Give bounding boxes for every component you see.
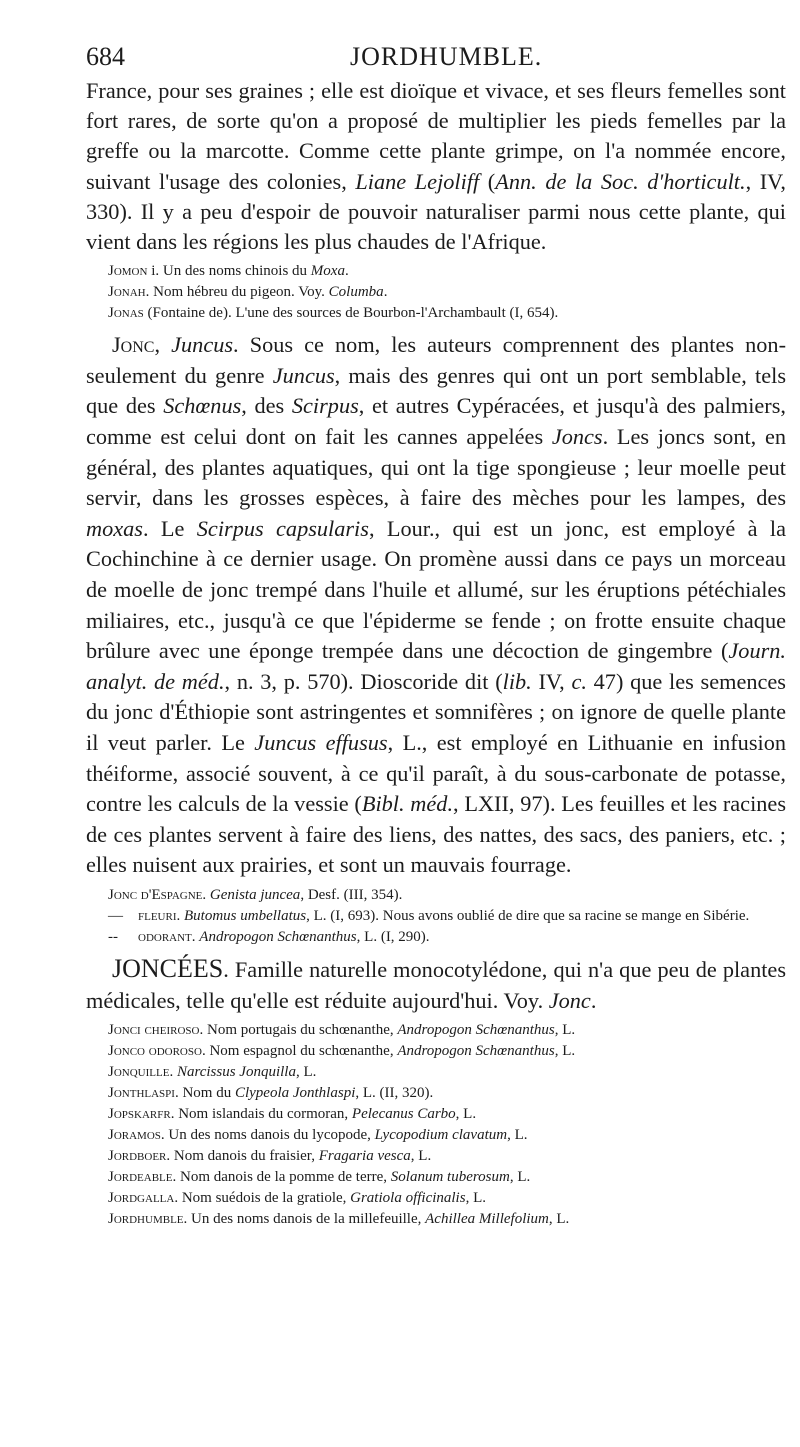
entry-jonthlaspi: Jonthlaspi. Nom du Clypeola Jonthlaspi, L. (II, 320).: [108, 1085, 434, 1102]
entry-jordboer: Jordboer. Nom danois du fraisier, Fragaria vesca, L.: [108, 1148, 432, 1165]
entry-jonah: Jonah. Nom hébreu du pigeon. Voy. Columba.: [108, 284, 388, 301]
entry-jonc-espagne: Jonc d'Espagne. Genista juncea, Desf. (III, 354).: [108, 886, 403, 903]
entry-jomon: Jomon i. Un des noms chinois du Moxa.: [108, 263, 349, 280]
entry-jordgalla: Jordgalla. Nom suédois de la gratiole, Gratiola officinalis, L.: [108, 1190, 486, 1207]
entry-list-jonc-variants: [86, 885, 786, 948]
entry-list-jonci: [86, 1020, 786, 1230]
entry-jonc-odorant: -- odorant. Andropogon Schœnanthus, L. (I, 290).: [108, 928, 430, 945]
article-jonc: Jonc, Juncus. Sous ce nom, les auteurs comprennent des plantes non-seulement du genre Juncus, mais des genres qui ont un port semblable, tels que des Schœnus, des Scirpus, et autres Cypéracées, et jusqu'à des palmiers, comme est celui dont on fait les cannes appelées Joncs. Les joncs sont, en général, des plantes aquatiques, qui ont la tige spongieuse ; leur moelle peut servir, dans les grosses espèces, à faire des mèches pour les lampes, des moxas. Le Scirpus capsularis, Lour., qui est un jonc, est employé à la Cochinchine à ce dernier usage. On promène aussi dans ce pays un morceau de moelle de jonc trempé dans l'huile et allumé, sur les éruptions pétéchiales miliaires, etc., jusqu'à ce que l'épiderme se fende ; on frotte ensuite chaque brûlure avec une éponge trempée dans une décoction de gingembre (Journ. analyt. de méd., n. 3, p. 570). Dioscoride dit (lib. IV, c. 47) que les semences du jonc d'Éthiopie sont astringentes et somnifères ; on ignore de quelle plante il veut parler. Le Juncus effusus, L., est employé en Lithuanie en infusion théiforme, associé souvent, à ce qu'il paraît, à du sous-carbonate de potasse, contre les calculs de la vessie (Bibl. méd., LXII, 97). Les feuilles et les racines de ces plantes servent à faire des liens, des nattes, des sacs, des paniers, etc. ; elles nuisent aux prairies, et sont un mauvais fourrage.: [86, 332, 786, 878]
running-title: JORDHUMBLE.: [350, 42, 543, 71]
entry-jonas: Jonas (Fontaine de). L'une des sources de Bourbon-l'Archambault (I, 654).: [108, 305, 559, 322]
entry-jonc-fleuri: — fleuri. Butomus umbellatus, L. (I, 693). Nous avons oublié de dire que sa racine se mange en Sibérie.: [108, 907, 750, 924]
entry-jonci-cheiroso: Jonci cheiroso. Nom portugais du schœnanthe, Andropogon Schœnanthus, L.: [108, 1022, 576, 1039]
entry-joramos: Joramos. Un des noms danois du lycopode, Lycopodium clavatum, L.: [108, 1127, 528, 1144]
entry-list-jomon: [86, 261, 786, 324]
paragraph-continuation: France, pour ses graines ; elle est dioïque et vivace, et ses fleurs femelles sont fort rares, de sorte qu'on a proposé de multiplier les pieds femelles par la greffe ou la marcotte. Comme cette plante grimpe, on l'a nommée encore, suivant l'usage des colonies, Liane Lejoliff (Ann. de la Soc. d'horticult., IV, 330). Il y a peu d'espoir de pouvoir naturaliser parmi nous cette plante, qui vient dans les régions les plus chaudes de l'Afrique.: [86, 78, 786, 255]
page-number: 684: [86, 42, 125, 71]
entry-jonquille: Jonquille. Narcissus Jonquilla, L.: [108, 1064, 317, 1081]
article-joncees: JONCÉES. Famille naturelle monocotylédone, qui n'a que peu de plantes médicales, telle qu'elle est réduite aujourd'hui. Voy. Jonc.: [86, 953, 786, 1013]
entry-jordhumble: Jordhumble. Un des noms danois de la millefeuille, Achillea Millefolium, L.: [108, 1211, 570, 1228]
running-head: [86, 42, 786, 76]
entry-jonco-odoroso: Jonco odoroso. Nom espagnol du schœnanthe, Andropogon Schœnanthus, L.: [108, 1043, 576, 1060]
entry-jopskarfr: Jopskarfr. Nom islandais du cormoran, Pelecanus Carbo, L.: [108, 1106, 477, 1123]
entry-jordeable: Jordeable. Nom danois de la pomme de terre, Solanum tuberosum, L.: [108, 1169, 531, 1186]
